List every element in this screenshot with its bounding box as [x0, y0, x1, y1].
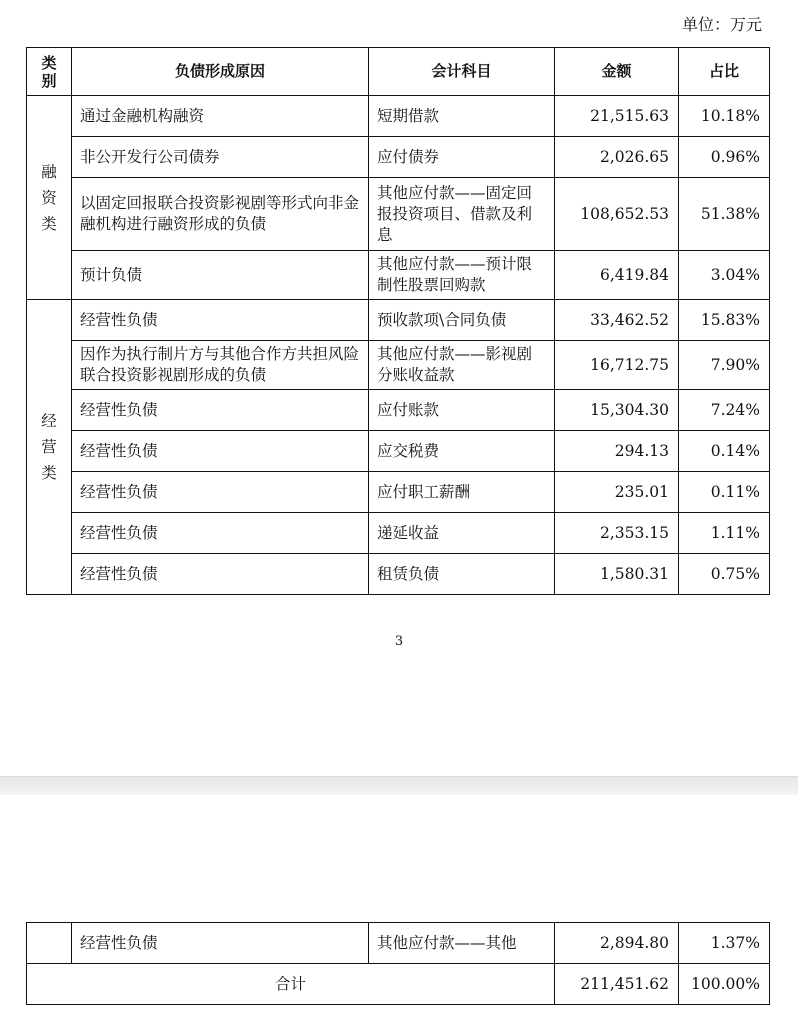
- row-amount: 6,419.84: [555, 251, 679, 300]
- row-account: 应交税费: [369, 431, 555, 472]
- header-account: 会计科目: [369, 48, 555, 96]
- liability-table-part1: [26, 47, 770, 595]
- row-amount: 2,894.80: [555, 923, 679, 964]
- liability-table-part2: [26, 922, 770, 1005]
- total-amount: 211,451.62: [555, 964, 679, 1005]
- unit-label: 单位：万元: [681, 15, 762, 34]
- row-ratio: 1.37%: [679, 923, 770, 964]
- row-reason: 以固定回报联合投资影视剧等形式向非金融机构进行融资形成的负债: [72, 178, 369, 251]
- row-reason: 经营性负债: [72, 300, 369, 341]
- row-amount: 15,304.30: [555, 390, 679, 431]
- header-reason: 负债形成原因: [72, 48, 369, 96]
- row-account: 应付账款: [369, 390, 555, 431]
- table-row: [27, 513, 770, 554]
- row-amount: 21,515.63: [555, 96, 679, 137]
- row-ratio: 1.11%: [679, 513, 770, 554]
- row-account: 短期借款: [369, 96, 555, 137]
- table-row: [27, 178, 770, 251]
- row-ratio: 0.96%: [679, 137, 770, 178]
- row-account: 应付职工薪酬: [369, 472, 555, 513]
- row-account: 其他应付款——固定回报投资项目、借款及利息: [369, 178, 555, 251]
- category-operating: 经营类: [27, 300, 72, 595]
- row-ratio: 10.18%: [679, 96, 770, 137]
- row-ratio: 15.83%: [679, 300, 770, 341]
- table-row: [27, 923, 770, 964]
- row-reason: 经营性负债: [72, 513, 369, 554]
- row-account: 应付债券: [369, 137, 555, 178]
- page-number: 3: [394, 634, 404, 649]
- row-amount: 16,712.75: [555, 341, 679, 390]
- header-amount: 金额: [555, 48, 679, 96]
- row-ratio: 0.14%: [679, 431, 770, 472]
- row-reason: 通过金融机构融资: [72, 96, 369, 137]
- row-account: 其他应付款——影视剧分账收益款: [369, 341, 555, 390]
- row-amount: 33,462.52: [555, 300, 679, 341]
- row-account: 租赁负债: [369, 554, 555, 595]
- page-break: [0, 776, 798, 795]
- header-ratio: 占比: [679, 48, 770, 96]
- table-row: [27, 300, 770, 341]
- table-row: [27, 341, 770, 390]
- header-category-text: 类别: [41, 53, 57, 90]
- category-operating-continued: [27, 923, 72, 964]
- row-amount: 294.13: [555, 431, 679, 472]
- category-financing: 融资类: [27, 96, 72, 300]
- row-amount: 2,353.15: [555, 513, 679, 554]
- total-row: [27, 964, 770, 1005]
- row-account: 其他应付款——其他: [369, 923, 555, 964]
- table-row: [27, 96, 770, 137]
- row-account: 其他应付款——预计限制性股票回购款: [369, 251, 555, 300]
- table-row: [27, 431, 770, 472]
- row-reason: 经营性负债: [72, 431, 369, 472]
- row-reason: 经营性负债: [72, 554, 369, 595]
- table-row: [27, 472, 770, 513]
- row-reason: 预计负债: [72, 251, 369, 300]
- table-row: [27, 137, 770, 178]
- row-reason: 经营性负债: [72, 923, 369, 964]
- table-row: [27, 251, 770, 300]
- row-reason: 经营性负债: [72, 390, 369, 431]
- row-amount: 235.01: [555, 472, 679, 513]
- table-row: [27, 390, 770, 431]
- row-ratio: 51.38%: [679, 178, 770, 251]
- row-ratio: 0.75%: [679, 554, 770, 595]
- row-account: 预收款项\合同负债: [369, 300, 555, 341]
- row-ratio: 3.04%: [679, 251, 770, 300]
- row-amount: 1,580.31: [555, 554, 679, 595]
- row-ratio: 7.90%: [679, 341, 770, 390]
- row-reason: 经营性负债: [72, 472, 369, 513]
- table-row: [27, 554, 770, 595]
- row-account: 递延收益: [369, 513, 555, 554]
- header-category: [27, 48, 72, 96]
- table-header-row: [27, 48, 770, 96]
- row-amount: 2,026.65: [555, 137, 679, 178]
- total-label: 合计: [27, 964, 555, 1005]
- row-amount: 108,652.53: [555, 178, 679, 251]
- total-ratio: 100.00%: [679, 964, 770, 1005]
- row-reason: 非公开发行公司债券: [72, 137, 369, 178]
- row-ratio: 7.24%: [679, 390, 770, 431]
- row-ratio: 0.11%: [679, 472, 770, 513]
- row-reason: 因作为执行制片方与其他合作方共担风险联合投资影视剧形成的负债: [72, 341, 369, 390]
